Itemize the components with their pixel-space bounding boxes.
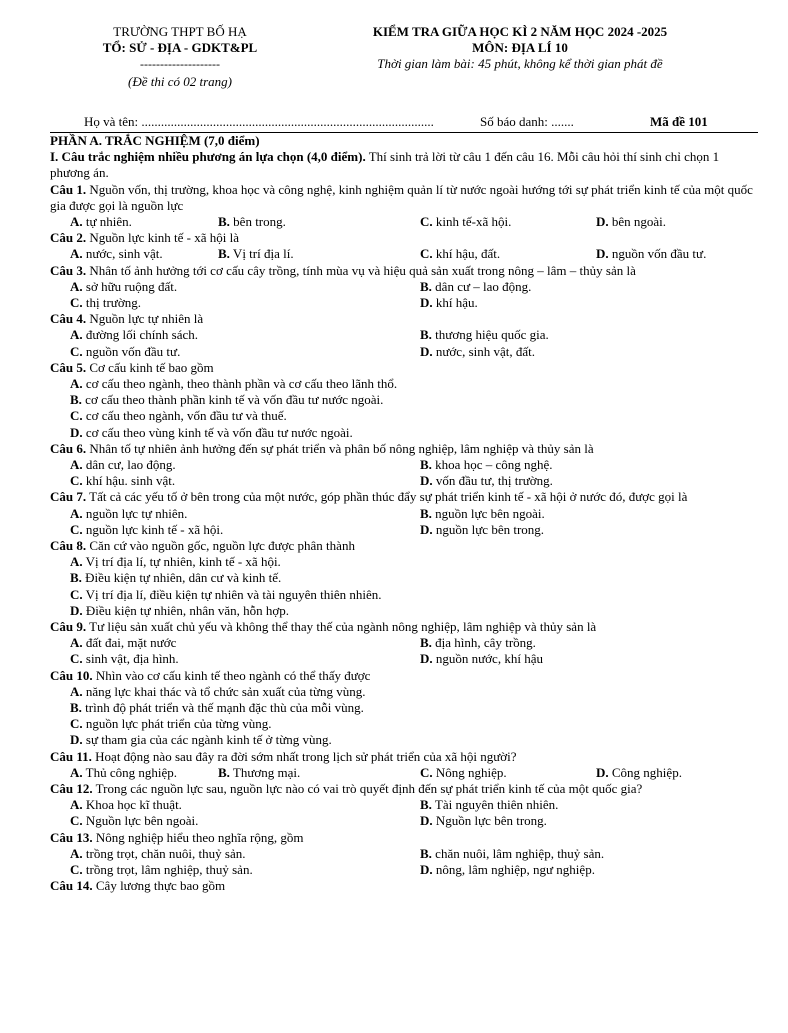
option-letter: C. [70,473,83,489]
options-row [50,797,760,813]
options-row [50,344,760,360]
option-text: Vị trí địa lí. [229,246,294,262]
answer-option[interactable] [420,797,558,813]
options-row [50,506,760,522]
answer-option[interactable] [70,862,253,878]
question-label: Câu 12. [50,780,93,796]
option-letter: C. [70,586,83,602]
option-text: sinh vật, địa hình. [82,651,179,667]
answer-option[interactable] [70,570,281,585]
answer-option[interactable] [420,813,547,829]
question-stem [50,263,760,279]
option-text: khí hậu. sinh vật. [82,473,176,489]
answer-option[interactable] [70,765,177,781]
answer-option[interactable] [70,651,179,667]
option-text: bên ngoài. [608,214,667,230]
option-text: Khoa học kĩ thuật. [82,797,182,813]
option-letter: A. [70,278,83,294]
option-letter: A. [70,764,83,780]
section-1-intro [50,149,760,181]
question-7 [50,489,760,538]
answer-option[interactable] [420,651,543,667]
question-text: Nhân tố tự nhiên ảnh hưởng đến sự phát triển và phân bố nông nghiệp, lâm nghiệp và thủy sản là [86,440,594,456]
option-text: khí hậu, đất. [432,246,501,262]
options-row [50,457,760,473]
option-text: Vị trí địa lí, điều kiện tự nhiên và tài nguyên thiên nhiên. [82,586,382,602]
option-letter: C. [420,214,433,230]
question-text: Nguồn vốn, thị trường, khoa học và công nghệ, kinh nghiệm quản lí từ nước ngoài hướng tới sự phát triển kinh tế của một quốc gia được gọi là nguồn lực [50,181,753,213]
option-text: Vị trí địa lí, tự nhiên, kinh tế - xã hội. [82,554,281,570]
option-text: Thương mại. [229,764,301,780]
question-stem [50,441,760,457]
option-text: kinh tế-xã hội. [432,214,512,230]
option-text: sự tham gia của các ngành kinh tế ở từng vùng. [82,732,332,748]
part-a-title: PHẦN A. TRẮC NGHIỆM (7,0 điểm) [50,133,260,148]
option-text: bên trong. [229,214,286,230]
answer-option[interactable] [70,554,281,569]
option-text: nguồn lực kinh tế - xã hội. [82,521,224,537]
question-stem [50,619,760,635]
question-label: Câu 5. [50,359,87,375]
option-letter: A. [70,845,83,861]
exam-code: Mã đề 101 [650,114,708,129]
question-4 [50,311,760,360]
question-12 [50,781,760,830]
exam-time: Thời gian làm bài: 45 phút, không kể thời gian phát đề [377,56,663,71]
answer-option[interactable] [420,473,553,489]
option-letter: A. [70,456,83,472]
option-letter: D. [420,343,433,359]
option-text: dân cư, lao động. [82,456,176,472]
option-text: Điều kiện tự nhiên, dân cư và kinh tế. [81,570,282,586]
answer-option[interactable] [70,279,177,295]
exam-header [0,8,788,100]
option-text: cơ cấu theo vùng kinh tế và vốn đầu tư nước ngoài. [82,424,353,440]
question-label: Câu 14. [50,878,93,894]
answer-option[interactable] [70,295,141,311]
answer-option[interactable] [596,765,682,781]
option-text: nước, sinh vật. [82,246,163,262]
answer-option[interactable] [420,457,553,473]
option-letter: B. [420,327,432,343]
question-text: Trong các nguồn lực sau, nguồn lực nào có vai trò quyết định đến sự phát triển kinh tế của một quốc gia? [92,780,643,796]
option-letter: B. [420,278,432,294]
question-stem [50,360,760,376]
question-text: Căn cứ vào nguồn gốc, nguồn lực được phân thành [86,537,355,553]
question-13 [50,830,760,879]
options-line [70,392,760,408]
answer-option[interactable] [70,376,397,391]
option-text: sở hữu ruộng đất. [82,278,178,294]
answer-option[interactable] [70,344,180,360]
question-stem [50,489,760,505]
question-label: Câu 7. [50,489,87,505]
options-line [70,570,760,586]
answer-option[interactable] [420,846,604,862]
answer-option[interactable] [420,327,549,343]
option-text: nguồn lực bên ngoài. [431,505,545,521]
option-letter: D. [420,473,433,489]
option-letter: C. [420,764,433,780]
option-text: năng lực khai thác và tổ chức sản xuất của từng vùng. [82,683,366,699]
section-1-title: I. Câu trắc nghiệm nhiều phương án lựa chọn (4,0 điểm). [50,149,366,165]
question-label: Câu 2. [50,230,87,246]
option-letter: D. [420,294,433,310]
answer-option[interactable] [420,506,545,522]
options-line [70,716,760,732]
answer-option[interactable] [420,295,478,311]
answer-option[interactable] [420,246,500,262]
option-text: Tài nguyên thiên nhiên. [431,797,559,813]
options-line [70,700,760,716]
answer-option[interactable] [70,506,187,522]
answer-option[interactable] [70,684,366,699]
option-letter: D. [70,602,83,618]
option-text: Nguồn lực bên trong. [432,813,547,829]
department-name: TỔ: SỬ - ĐỊA - GDKT&PL [102,40,258,55]
question-3 [50,263,760,312]
option-letter: B. [218,246,230,262]
answer-option[interactable] [420,522,544,538]
answer-option[interactable] [70,732,332,747]
answer-option[interactable] [596,246,706,262]
question-label: Câu 4. [50,311,87,327]
option-text: đường lối chính sách. [82,327,199,343]
question-label: Câu 13. [50,829,93,845]
question-2 [50,230,760,262]
answer-option[interactable] [70,214,132,230]
answer-option[interactable] [70,408,287,423]
answer-option[interactable] [218,765,300,781]
question-8 [50,538,760,619]
answer-option[interactable] [420,279,531,295]
answer-option[interactable] [70,846,245,862]
option-letter: D. [596,764,609,780]
question-stem [50,830,760,846]
options-row [50,522,760,538]
option-letter: B. [420,635,432,651]
question-text: Hoạt động nào sau đây ra đời sớm nhất trong lịch sử phát triển của xã hội người? [91,748,517,764]
options-row [50,295,760,311]
option-text: nguồn vốn đầu tư. [608,246,707,262]
options-row [50,651,760,667]
options-line [70,554,760,570]
options-line [70,408,760,424]
question-list [50,182,760,895]
answer-option[interactable] [70,603,289,618]
exam-subject: MÔN: ĐỊA LÍ 10 [472,40,568,55]
question-label: Câu 6. [50,440,87,456]
option-letter: C. [70,813,83,829]
question-1 [50,182,760,231]
option-text: cơ cấu theo ngành, theo thành phần và cơ cấu theo lãnh thổ. [82,375,398,391]
question-9 [50,619,760,668]
question-stem [50,538,760,554]
answer-option[interactable] [70,587,382,602]
options-row [50,246,760,262]
option-letter: D. [420,521,433,537]
option-letter: A. [70,246,83,262]
options-line [70,587,760,603]
option-text: trồng trọt, chăn nuôi, thuỷ sản. [82,845,246,861]
answer-option[interactable] [70,425,353,440]
question-stem [50,230,760,246]
question-stem [50,878,760,894]
question-14 [50,878,760,894]
option-text: nước, sinh vật, đất. [432,343,536,359]
student-name-field: Họ và tên: .......................................................................................... [84,114,434,129]
option-letter: D. [70,732,83,748]
answer-option[interactable] [420,635,536,651]
option-letter: A. [70,505,83,521]
option-text: Điều kiện tự nhiên, nhân văn, hỗn hợp. [82,602,289,618]
options-line [70,684,760,700]
option-text: vốn đầu tư, thị trường. [432,473,553,489]
option-letter: B. [218,764,230,780]
option-letter: A. [70,683,83,699]
question-5 [50,360,760,441]
answer-option[interactable] [70,635,176,651]
options-row [50,765,760,781]
option-text: trình độ phát triển và thế mạnh đặc thù của mỗi vùng. [81,699,364,715]
option-letter: A. [70,635,83,651]
option-letter: A. [70,375,83,391]
option-text: Công nghiệp. [608,764,682,780]
options-row [50,473,760,489]
option-letter: B. [420,797,432,813]
option-text: cơ cấu theo ngành, vốn đầu tư và thuế. [82,408,287,424]
question-label: Câu 9. [50,618,87,634]
option-letter: C. [70,521,83,537]
student-id-field: Số báo danh: ....... [480,114,574,129]
question-label: Câu 1. [50,181,87,197]
option-letter: B. [218,214,230,230]
option-letter: C. [420,246,433,262]
option-text: đất đai, mặt nước [82,635,177,651]
options-row [50,813,760,829]
option-text: thị trường. [82,294,141,310]
option-text: khoa học – công nghệ. [431,456,553,472]
option-letter: D. [420,651,433,667]
school-name: TRƯỜNG THPT BỐ HẠ [113,24,247,39]
option-letter: C. [70,651,83,667]
question-text: Cây lương thực bao gồm [92,878,226,894]
question-stem [50,668,760,684]
options-row [50,635,760,651]
option-text: Nông nghiệp. [432,764,507,780]
option-letter: D. [596,214,609,230]
option-text: Thủ công nghiệp. [82,764,177,780]
options-line [70,732,760,748]
answer-option[interactable] [70,327,198,343]
answer-option[interactable] [218,246,294,262]
options-row [50,327,760,343]
question-text: Cơ cấu kinh tế bao gồm [86,359,214,375]
option-text: trồng trọt, lâm nghiệp, thuỷ sản. [82,861,253,877]
option-letter: D. [70,424,83,440]
answer-option[interactable] [70,246,163,262]
option-text: nguồn lực bên trong. [432,521,545,537]
option-letter: B. [420,505,432,521]
question-text: Nhân tố ảnh hưởng tới cơ cấu cây trồng, tính mùa vụ và hiệu quả sản xuất trong nông – lâm – thủy sản là [86,262,636,278]
question-label: Câu 3. [50,262,87,278]
option-letter: A. [70,554,83,570]
answer-option[interactable] [420,214,511,230]
option-letter: A. [70,214,83,230]
options-line [70,603,760,619]
options-row [50,279,760,295]
option-text: dân cư – lao động. [431,278,532,294]
options-row [50,846,760,862]
exam-title: KIỂM TRA GIỮA HỌC KÌ 2 NĂM HỌC 2024 -2025 [372,24,668,39]
option-letter: D. [420,861,433,877]
question-label: Câu 8. [50,537,87,553]
question-6 [50,441,760,490]
answer-option[interactable] [70,457,176,473]
answer-option[interactable] [218,214,286,230]
exam-content [50,133,760,894]
option-letter: B. [70,570,82,586]
question-text: Nguồn lực kinh tế - xã hội là [86,230,240,246]
option-letter: C. [70,343,83,359]
option-letter: B. [70,392,82,408]
option-letter: A. [70,327,83,343]
question-stem [50,749,760,765]
question-11 [50,749,760,781]
option-letter: C. [70,716,83,732]
options-line [70,376,760,392]
option-text: chăn nuôi, lâm nghiệp, thuỷ sản. [431,845,605,861]
question-text: Nguồn lực tự nhiên là [86,311,204,327]
options-row [50,862,760,878]
question-text: Tư liệu sản xuất chủ yếu và không thể thay thế của ngành nông nghiệp, lâm nghiệp và thủy sản là [86,618,597,634]
question-text: Tất cả các yếu tố ở bên trong của một nước, góp phần thúc đẩy sự phát triển kinh tế - xã hội ở nước đó, được gọi là [86,489,688,505]
answer-option[interactable] [420,344,535,360]
option-letter: D. [420,813,433,829]
options-line [70,425,760,441]
pages-note: (Đề thi có 02 trang) [128,74,232,89]
question-stem [50,182,760,214]
question-text: Nhìn vào cơ cấu kinh tế theo ngành có thể thấy được [92,667,371,683]
question-10 [50,668,760,749]
question-text: Nông nghiệp hiểu theo nghĩa rộng, gồm [92,829,304,845]
answer-option[interactable] [70,700,364,715]
option-text: nguồn lực phát triển của từng vùng. [82,716,272,732]
answer-option[interactable] [70,716,271,731]
answer-option[interactable] [70,522,223,538]
option-text: địa hình, cây trồng. [431,635,536,651]
option-text: nguồn lực tự nhiên. [82,505,188,521]
option-text: khí hậu. [432,294,478,310]
answer-option[interactable] [420,862,595,878]
section-1-instruction: Thí sinh trả lời từ câu 1 đến câu 16. Mỗi câu hỏi thí sinh chỉ chọn 1 phương án. [50,149,720,181]
question-label: Câu 11. [50,748,92,764]
option-text: nguồn nước, khí hậu [432,651,543,667]
option-text: tự nhiên. [82,214,132,230]
option-text: Nguồn lực bên ngoài. [82,813,199,829]
option-letter: D. [596,246,609,262]
header-divider: -------------------- [140,57,220,71]
option-letter: C. [70,408,83,424]
answer-option[interactable] [70,797,182,813]
question-label: Câu 10. [50,667,93,683]
option-letter: C. [70,861,83,877]
question-stem [50,781,760,797]
answer-option[interactable] [420,765,507,781]
option-letter: C. [70,294,83,310]
answer-option[interactable] [596,214,666,230]
option-letter: A. [70,797,83,813]
option-letter: B. [420,456,432,472]
answer-option[interactable] [70,473,175,489]
answer-option[interactable] [70,813,198,829]
option-letter: B. [420,845,432,861]
option-text: nông, lâm nghiệp, ngư nghiệp. [432,861,595,877]
question-stem [50,311,760,327]
option-text: nguồn vốn đầu tư. [82,343,181,359]
option-text: thương hiệu quốc gia. [431,327,549,343]
options-row [50,214,760,230]
option-letter: B. [70,699,82,715]
answer-option[interactable] [70,392,383,407]
option-text: cơ cấu theo thành phần kinh tế và vốn đầu tư nước ngoài. [81,392,384,408]
